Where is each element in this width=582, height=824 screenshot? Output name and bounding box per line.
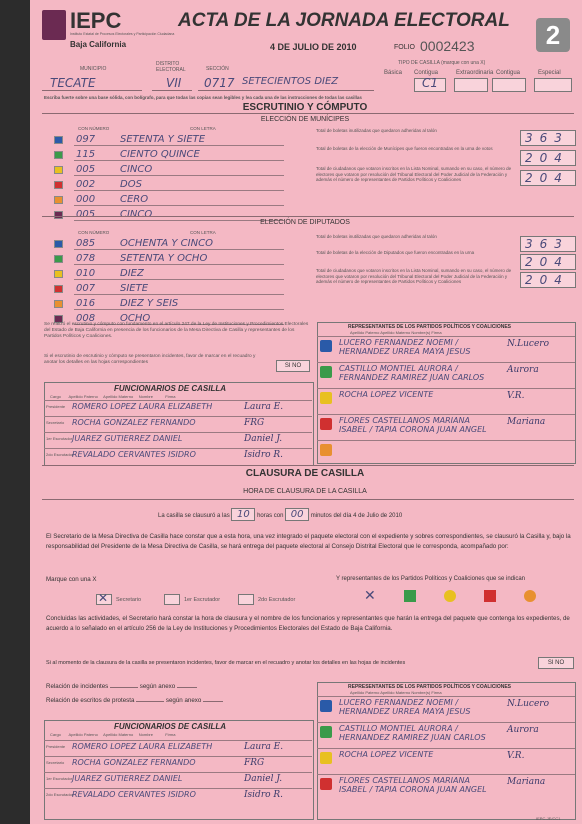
footer-code: IEPC-JE/CC1 [536, 816, 561, 821]
seccion-value: 0717 [204, 76, 235, 90]
vote-words[interactable]: SIETE [120, 283, 149, 294]
vote-words[interactable]: OCHO [120, 313, 151, 324]
vote-words[interactable]: SETENTA Y OCHO [120, 253, 208, 264]
rel-escritos-anexo: según anexo [165, 697, 202, 704]
col-apellido-p-2: Apellido Paterno [68, 732, 98, 737]
official-row [44, 772, 312, 787]
copy-number-badge [536, 18, 570, 52]
hora-title: HORA DE CLAUSURA DE LA CASILLA [243, 488, 367, 495]
funcionarios-cols-2 [50, 732, 308, 738]
pan-party-icon [320, 700, 332, 712]
official-row [44, 400, 312, 415]
iepc-logo [42, 10, 66, 40]
type-especial: Especial [538, 70, 561, 76]
vote-number[interactable]: 000 [76, 194, 96, 205]
official-row [44, 432, 312, 447]
rel-incidentes-anexo: según anexo [139, 683, 176, 690]
col-letra: CON LETRA [190, 126, 216, 131]
col-firma: Firma [165, 394, 176, 399]
secretario-checkbox[interactable] [96, 591, 112, 605]
col-apellido-m-2: Apellido Materno [103, 732, 134, 737]
representative-row [317, 414, 575, 435]
official-name[interactable]: JUAREZ GUTIERREZ DANIEL [72, 434, 183, 443]
party-checkboxes[interactable] [360, 588, 560, 606]
representative-row [317, 362, 575, 383]
representative-signature: Aurora [507, 365, 539, 375]
official-name[interactable]: REVALADO CERVANTES ISIDRO [72, 450, 196, 459]
official-name[interactable]: ROMERO LOPEZ LAURA ELIZABETH [72, 402, 213, 411]
official-row [44, 788, 312, 803]
official-signature: Laura E. [244, 402, 284, 412]
conv-party-icon [320, 444, 332, 456]
official-role: Secretario [46, 420, 65, 425]
vote-number[interactable]: 005 [76, 164, 96, 175]
munic-urna-label: Total de boletas de la elección de Munícipes que fueron encontradas en la urna de votos [316, 146, 493, 151]
official-name[interactable]: ROCHA GONZALEZ FERNANDO [72, 758, 196, 767]
official-row [44, 448, 312, 463]
clausura-paragraph-1: El Secretario de la Mesa Directiva de Casilla hace constar que a esta hora, una vez integrado el paquete electoral con el expediente y sobres correspondientes, se clausuró la Casilla y, bajo la responsabilidad del Presidente de la Mesa Directiva de Casilla, se hará entrega del paquete electoral al Consejo Distrital Electoral que le corresponda, acompañado por: [46, 533, 571, 550]
official-row [44, 416, 312, 431]
marque-label: Marque con una X [46, 576, 97, 583]
vote-words[interactable]: SETENTA Y SIETE [120, 134, 206, 145]
representative-row [317, 388, 575, 409]
representative-names[interactable]: CASTILLO MONTIEL AURORA / HERNANDEZ RAMIREZ JUAN CARLOS [339, 724, 486, 742]
opt-escrutador-1: 1er Escrutador [184, 597, 221, 603]
vote-number[interactable]: 085 [76, 238, 96, 249]
dip-boletas-label: Total de boletas inutilizadas que quedaron adheridas al talón [316, 234, 437, 239]
vote-words[interactable]: DIEZ [120, 268, 144, 279]
clausura-paragraph-2: Concluidas las actividades, el Secretario hará constar la hora de clausura y el nombre de los funcionarios y representantes que harán la entrega del paquete que contenga los expedientes, de acuerdo a lo señalado en el artículo 256 de la Ley de Instituciones y Procedimientos Electorales del Estado de Baja California. [46, 615, 570, 632]
seccion-label: SECCIÓN [206, 66, 229, 72]
hora-minutes[interactable]: 00 [285, 508, 309, 521]
munic-urna-value: 204 [525, 151, 569, 165]
escrutador2-checkbox[interactable] [238, 594, 254, 605]
hora-text-1: La casilla se clausuró a las [158, 513, 230, 519]
folio-label: FOLIO [394, 44, 416, 51]
party-logo-icon [54, 300, 63, 308]
especial-checkbox[interactable] [534, 78, 572, 92]
vote-number[interactable]: 005 [76, 209, 96, 220]
pan-party-icon [320, 340, 332, 352]
representative-row [317, 748, 575, 769]
official-name[interactable]: ROMERO LOPEZ LAURA ELIZABETH [72, 742, 213, 751]
prd-party-icon [320, 752, 332, 764]
official-role: Presidente [46, 404, 66, 409]
incident-si-no-2: SI NO [547, 660, 565, 666]
dip-lista-box[interactable] [520, 272, 576, 288]
relacion-incidentes [46, 683, 197, 690]
clausura-title: CLAUSURA DE CASILLA [245, 468, 365, 479]
dip-urna-value: 204 [525, 255, 569, 269]
relacion-escritos [46, 697, 223, 704]
vote-number[interactable]: 078 [76, 253, 96, 264]
col-firma-2: Firma [165, 732, 176, 737]
vote-words[interactable]: DIEZ Y SEIS [120, 298, 179, 309]
funcionarios-title-1: FUNCIONARIOS DE CASILLA [114, 384, 226, 393]
official-signature: FRG [244, 758, 265, 768]
official-signature: FRG [244, 418, 265, 428]
dip-lista-label: Total de ciudadanos que votaron inscritos en la Lista Nominal, sumando en su caso, el número de electores que votaron por resolución del Tribunal Electoral del Poder Judicial de la Federación y además el número de representantes de Partidos Políticos y Coaliciones [316, 268, 512, 284]
incident-si-no-box-2[interactable] [538, 657, 574, 669]
munic-boletas-label: Total de boletas inutilizadas que quedaron adheridas al talón [316, 128, 437, 133]
representative-row [317, 696, 575, 717]
contigua-value: C1 [422, 76, 439, 90]
representative-signature: V.R. [507, 751, 525, 761]
representative-names[interactable]: LUCERO FERNANDEZ NOEMI / HERNANDEZ URREA MAYA JESUS [339, 698, 471, 716]
vote-words[interactable]: OCHENTA Y CINCO [120, 238, 213, 249]
pt-party-icon [320, 418, 332, 430]
distrito-value: VII [166, 76, 182, 90]
extraordinaria-checkbox[interactable] [454, 78, 488, 92]
representative-row [317, 722, 575, 743]
dip-lista-value: 204 [525, 273, 569, 287]
conv-party-icon [524, 590, 536, 602]
hora-text-3: minutos del día 4 de Julio de 2010 [310, 513, 403, 519]
munic-lista-label: Total de ciudadanos que votaron inscritos en la Lista Nominal, sumando en su caso, el número de electores que votaron por resolución del Tribunal Electoral del Poder Judicial de la Federación y además el número de representantes de Partidos Políticos y Coaliciones [316, 166, 512, 182]
logo-state: Baja California [70, 40, 127, 49]
escrutinio-legal-text: Se realizó el escrutinio y cómputo con fundamento en el artículo 247 de la Ley de Instituciones y Procedimientos Electorales del Estado de Baja California en presencia de los funcionarios de la Mesa Directiva de Casilla y representantes de los Partidos Políticos y Coaliciones. [44, 322, 309, 339]
escrutador1-checkbox[interactable] [164, 594, 180, 605]
vote-words[interactable]: CINCO [120, 164, 153, 175]
vote-number[interactable]: 008 [76, 313, 96, 324]
type-extraordinaria: Extraordinaria [456, 70, 494, 76]
official-role: 2do Escrutador [46, 792, 74, 797]
instruction-text: Escriba fuerte sobre una base sólida, con bolígrafo, para que todas las copias sean legibles y lea cada una de las instrucciones de todas las casillas [44, 95, 362, 100]
reps-cols-1: Apellido Paterno Apellido Materno Nombre(s) Firma [350, 330, 442, 335]
representative-signature: N.Lucero [507, 699, 550, 709]
vote-words[interactable]: DOS [120, 179, 142, 190]
hora-text-2: horas con [257, 513, 284, 519]
dip-urna-label: Total de boletas de la elección de Diputados que fueron encontradas en la urna [316, 250, 475, 255]
vote-number[interactable]: 002 [76, 179, 96, 190]
pt-party-icon [320, 778, 332, 790]
prd-party-icon [444, 590, 456, 602]
hora-hours[interactable]: 10 [231, 508, 255, 521]
vote-number[interactable]: 016 [76, 298, 96, 309]
official-role: 1er Escrutador [46, 776, 73, 781]
acta-page [30, 0, 582, 824]
reps-cols-2: Apellido Paterno Apellido Materno Nombre(s) Firma [350, 690, 442, 695]
seccion-words: SETECIENTOS DIEZ [242, 76, 339, 87]
pt-party-icon [484, 590, 496, 602]
municipio-value: TECATE [50, 76, 96, 90]
representative-row [317, 774, 575, 795]
casilla-type-label: TIPO DE CASILLA (marque con una X) [398, 60, 486, 66]
prd-party-icon [320, 392, 332, 404]
hora-sentence [158, 508, 402, 521]
official-signature: Daniel J. [244, 434, 283, 444]
type-contigua-2: Contigua [496, 70, 521, 76]
official-name[interactable]: JUAREZ GUTIERREZ DANIEL [72, 774, 183, 783]
distrito-label: DISTRITO ELECTORAL [156, 61, 186, 73]
vote-number[interactable]: 115 [76, 149, 96, 160]
munic-title: ELECCIÓN DE MUNÍCIPES [260, 116, 350, 123]
type-basica: Básica [384, 70, 403, 76]
logo-subtitle: Instituto Estatal de Procesos Electorales y Participación Ciudadana [70, 32, 175, 36]
representative-row [317, 336, 575, 357]
vote-number[interactable]: 010 [76, 268, 96, 279]
party-logo-icon [54, 240, 63, 248]
official-role: Presidente [46, 744, 66, 749]
incident-si-no: SI NO [284, 363, 302, 369]
incident-si-no-box[interactable] [276, 360, 310, 372]
vote-words[interactable]: CINCO [120, 209, 153, 220]
official-signature: Daniel J. [244, 774, 283, 784]
dip-urna-box[interactable] [520, 254, 576, 270]
funcionarios-cols-1 [50, 394, 308, 400]
official-role: 2do Escrutador [46, 452, 74, 457]
munic-lista-value: 204 [525, 171, 569, 185]
municipio-label: MUNICIPIO [80, 66, 107, 72]
party-logo-icon [54, 136, 63, 144]
dip-boletas-value: 363 [525, 237, 569, 251]
representative-signature: N.Lucero [507, 339, 550, 349]
election-date: 4 DE JULIO DE 2010 [270, 42, 357, 52]
col-apellido-m: Apellido Materno [103, 394, 134, 399]
dip-title: ELECCIÓN DE DIPUTADOS [260, 219, 350, 226]
representative-row [317, 440, 575, 461]
logo-text: IEPC [70, 8, 122, 33]
reps-title-1: REPRESENTANTES DE LOS PARTIDOS POLÍTICOS Y COALICIONES [348, 324, 511, 330]
col-cargo: Cargo [50, 394, 61, 399]
party-logo-icon [54, 196, 63, 204]
official-name[interactable]: ROCHA GONZALEZ FERNANDO [72, 418, 196, 427]
col-numero: CON NÚMERO [78, 126, 110, 131]
party-logo-icon [54, 211, 63, 219]
representative-names[interactable]: CASTILLO MONTIEL AURORA / FERNANDEZ RAMIREZ JUAN CARLOS [339, 364, 485, 382]
funcionarios-title-2: FUNCIONARIOS DE CASILLA [114, 722, 226, 731]
contigua2-checkbox[interactable] [492, 78, 526, 92]
folio-value: 0002423 [420, 38, 475, 54]
party-logo-icon [54, 166, 63, 174]
official-row [44, 740, 312, 755]
vote-words[interactable]: CERO [120, 194, 149, 205]
copy-number: 2 [545, 20, 561, 50]
party-logo-icon [54, 255, 63, 263]
representative-names[interactable]: FLORES CASTELLANOS MARIANA ISABEL / TAPIA CORONA JUAN ANGEL [339, 776, 487, 794]
document-title: ACTA DE LA JORNADA ELECTORAL [178, 10, 510, 31]
representative-names[interactable]: ROCHA LOPEZ VICENTE [339, 750, 434, 759]
pri-party-icon [320, 366, 332, 378]
official-signature: Isidro R. [244, 790, 284, 800]
type-contigua: Contigua [414, 70, 439, 76]
col-letra-dip: CON LETRA [190, 230, 216, 235]
representative-names[interactable]: LUCERO FERNANDEZ NOEMI / HERNANDEZ URREA MAYA JESUS [339, 338, 471, 356]
col-numero-dip: CON NÚMERO [78, 230, 110, 235]
incident-question: Si el escrutinio de escrutinio y cómputo se presentaron incidentes, favor de marcar en el recuadro y anotar los detalles en las hojas correspondientes [44, 354, 256, 365]
col-apellido-p: Apellido Paterno [68, 394, 98, 399]
incident-question-2: Si al momento de la clausura de la casilla se presentaron incidentes, favor de marcar en el recuadro y anotar los detalles en las hojas de incidentes [46, 660, 406, 666]
col-nombre: Nombre [138, 394, 153, 399]
party-pan-x[interactable]: ✕ [364, 588, 376, 604]
official-role: 1er Escrutador [46, 436, 73, 441]
official-name[interactable]: REVALADO CERVANTES ISIDRO [72, 790, 196, 799]
representative-signature: Mariana [507, 777, 546, 787]
vote-number[interactable]: 007 [76, 283, 96, 294]
escrutinio-title: ESCRUTINIO Y CÓMPUTO [242, 102, 368, 113]
secretario-x-mark: ✕ [98, 591, 109, 605]
munic-boletas-value: 363 [525, 131, 569, 145]
munic-urna-box[interactable] [520, 150, 576, 166]
reps-title-2: REPRESENTANTES DE LOS PARTIDOS POLÍTICOS Y COALICIONES [348, 684, 511, 690]
official-row [44, 756, 312, 771]
official-signature: Laura E. [244, 742, 284, 752]
representative-signature: V.R. [507, 391, 525, 401]
col-cargo-2: Cargo [50, 732, 61, 737]
munic-lista-box[interactable] [520, 170, 576, 186]
representative-names[interactable]: FLORES CASTELLANOS MARIANA ISABEL / TAPIA CORONA JUAN ANGEL [339, 416, 487, 434]
party-logo-icon [54, 181, 63, 189]
official-role: Secretario [46, 760, 65, 765]
representative-signature: Mariana [507, 417, 546, 427]
party-logo-icon [54, 270, 63, 278]
pri-party-icon [320, 726, 332, 738]
rel-incidentes-label: Relación de incidentes [46, 683, 109, 690]
vote-words[interactable]: CIENTO QUINCE [120, 149, 200, 160]
official-signature: Isidro R. [244, 450, 284, 460]
dip-boletas-box[interactable] [520, 236, 576, 252]
representative-names[interactable]: ROCHA LOPEZ VICENTE [339, 390, 434, 399]
munic-boletas-box[interactable] [520, 130, 576, 146]
rel-escritos-label: Relación de escritos de protesta [46, 697, 135, 704]
party-logo-icon [54, 151, 63, 159]
pri-party-icon [404, 590, 416, 602]
col-nombre-2: Nombre [138, 732, 153, 737]
representative-signature: Aurora [507, 725, 539, 735]
party-logo-icon [54, 285, 63, 293]
opt-escrutador-2: 2do Escrutador [258, 597, 296, 603]
vote-number[interactable]: 097 [76, 134, 96, 145]
opt-secretario: Secretario [116, 597, 142, 603]
reps-indicate-text: Y representantes de los Partidos Políticos y Coaliciones que se indican [336, 576, 525, 582]
